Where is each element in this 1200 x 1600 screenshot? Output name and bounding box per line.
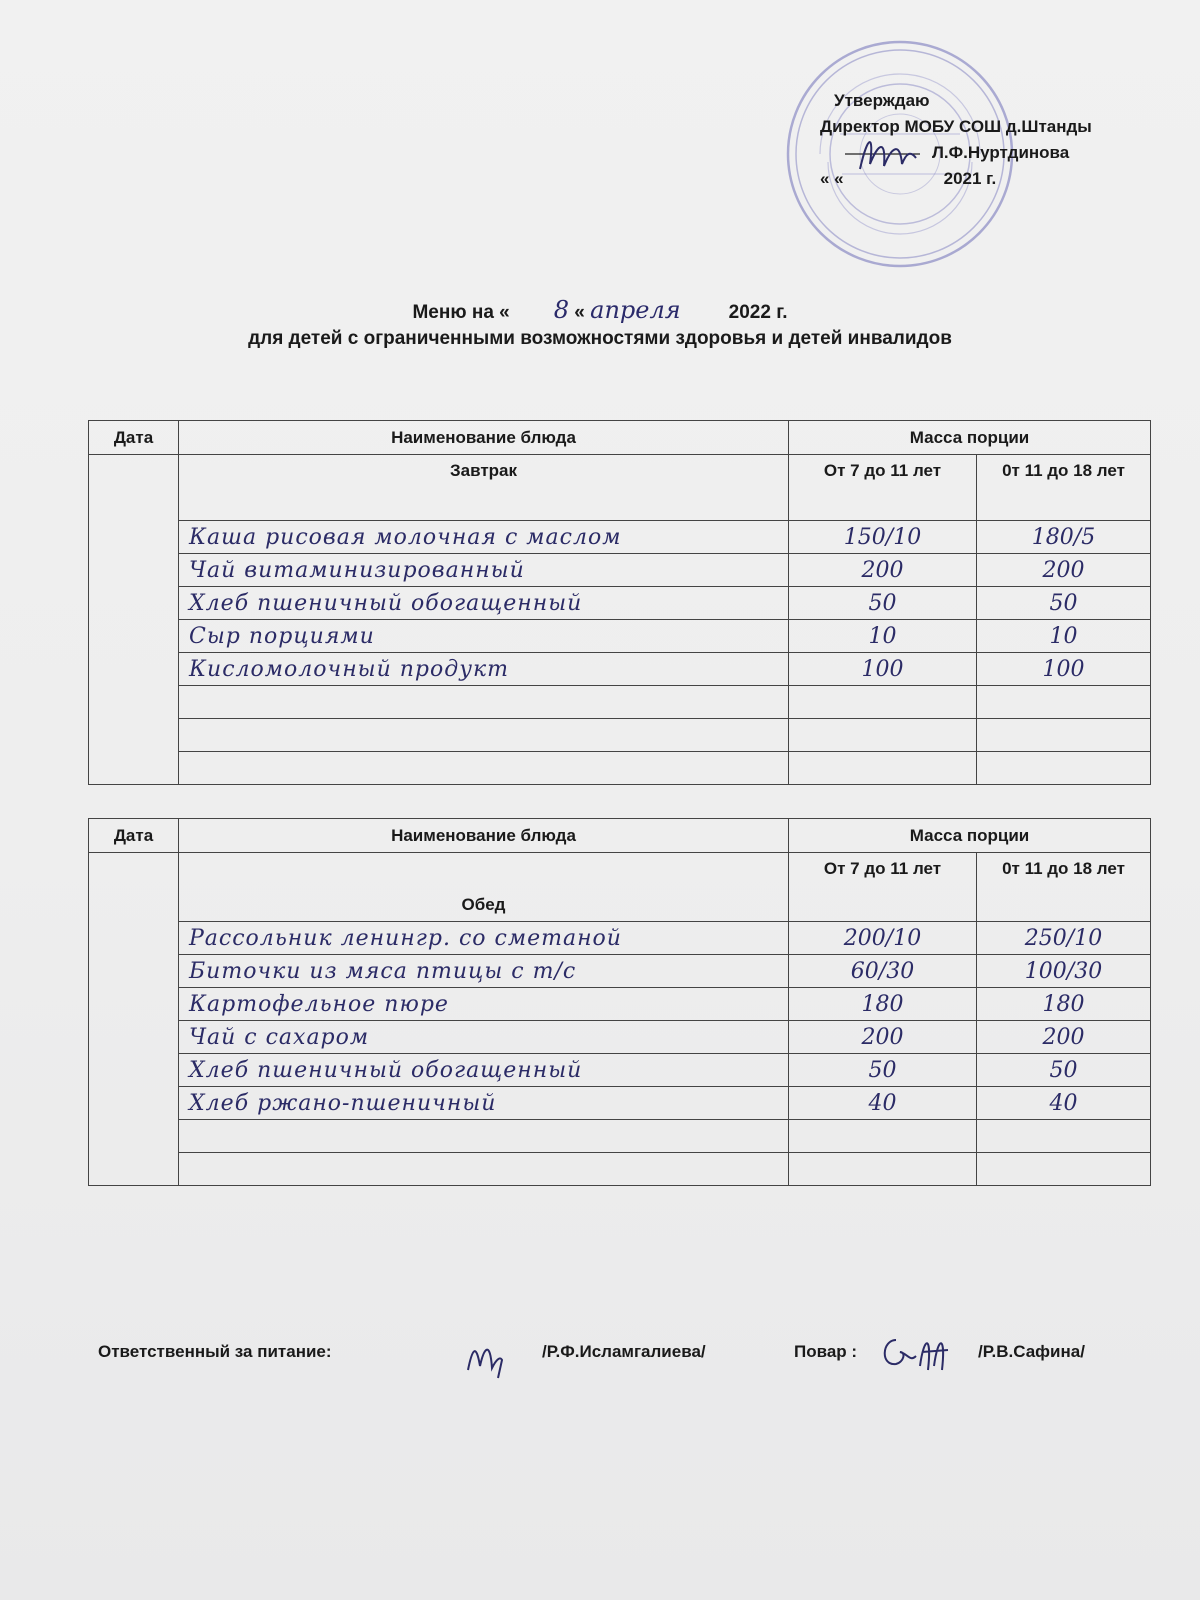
portion-11-18: 10 (977, 620, 1151, 653)
table-row (89, 620, 1151, 653)
dish-name: Чай витаминизированный (179, 554, 789, 587)
table-row (89, 1021, 1151, 1054)
age-header-7-11: От 7 до 11 лет (789, 455, 977, 521)
dish-name: Сыр порциями (179, 620, 789, 653)
col-header-dish: Наименование блюда (179, 819, 789, 853)
menu-title (0, 296, 1200, 324)
approval-director-name: Л.Ф.Нуртдинова (932, 143, 1070, 162)
portion-11-18: 50 (977, 1054, 1151, 1087)
approval-date-quotes: « « (820, 169, 844, 188)
date-cell (89, 853, 179, 1186)
director-signature (840, 124, 930, 184)
table-row (89, 554, 1151, 587)
table-row (89, 955, 1151, 988)
empty-row (89, 752, 1151, 785)
signatures-footer (98, 1342, 1158, 1402)
dish-name: Картофельное пюре (179, 988, 789, 1021)
breakfast-table (88, 420, 1151, 785)
empty-row (89, 1120, 1151, 1153)
dish-name: Хлеб пшеничный обогащенный (179, 587, 789, 620)
col-header-dish: Наименование блюда (179, 421, 789, 455)
portion-7-11: 200 (789, 554, 977, 587)
portion-11-18: 100/30 (977, 955, 1151, 988)
dish-name: Каша рисовая молочная с маслом (179, 521, 789, 554)
meal-label-lunch: Обед (179, 853, 789, 922)
portion-11-18: 200 (977, 1021, 1151, 1054)
approval-title: Утверждаю (834, 91, 930, 110)
table-row (89, 653, 1151, 686)
dish-name: Биточки из мяса птицы с т/с (179, 955, 789, 988)
dish-name: Хлеб пшеничный обогащенный (179, 1054, 789, 1087)
portion-11-18: 40 (977, 1087, 1151, 1120)
dish-name: Хлеб ржано-пшеничный (179, 1087, 789, 1120)
portion-11-18: 250/10 (977, 922, 1151, 955)
empty-row (89, 719, 1151, 752)
portion-7-11: 180 (789, 988, 977, 1021)
portion-7-11: 200 (789, 1021, 977, 1054)
empty-row (89, 1153, 1151, 1186)
dish-name: Рассольник ленингр. со сметаной (179, 922, 789, 955)
portion-7-11: 150/10 (789, 521, 977, 554)
responsible-label: Ответственный за питание: (98, 1342, 332, 1361)
lunch-table (88, 818, 1151, 1186)
col-header-date: Дата (89, 421, 179, 455)
age-header-11-18: 0т 11 до 18 лет (977, 455, 1151, 521)
portion-7-11: 50 (789, 587, 977, 620)
portion-7-11: 10 (789, 620, 977, 653)
col-header-mass: Масса порции (789, 421, 1151, 455)
table-row (89, 1087, 1151, 1120)
table-row (89, 521, 1151, 554)
empty-row (89, 686, 1151, 719)
portion-7-11: 60/30 (789, 955, 977, 988)
responsible-name: /Р.Ф.Исламгалиева/ (542, 1342, 706, 1361)
dish-name: Чай с сахаром (179, 1021, 789, 1054)
portion-11-18: 100 (977, 653, 1151, 686)
portion-11-18: 50 (977, 587, 1151, 620)
dish-name: Кисломолочный продукт (179, 653, 789, 686)
age-header-7-11: От 7 до 11 лет (789, 853, 977, 922)
cook-name: /Р.В.Сафина/ (978, 1342, 1085, 1361)
portion-11-18: 200 (977, 554, 1151, 587)
table-row (89, 587, 1151, 620)
approval-position: Директор МОБУ СОШ д.Штанды (820, 117, 1092, 136)
meal-label-breakfast: Завтрак (179, 455, 789, 521)
cook-label: Повар : (794, 1342, 858, 1361)
table-row (89, 1054, 1151, 1087)
approval-year: 2021 г. (943, 169, 997, 188)
portion-11-18: 180 (977, 988, 1151, 1021)
cook-signature (876, 1326, 956, 1376)
portion-7-11: 100 (789, 653, 977, 686)
portion-7-11: 40 (789, 1087, 977, 1120)
menu-title-quote: « (574, 302, 585, 323)
menu-day: 8 (553, 296, 570, 324)
menu-title-prefix: Меню на « (412, 302, 510, 323)
portion-7-11: 200/10 (789, 922, 977, 955)
col-header-date: Дата (89, 819, 179, 853)
menu-month: апреля (590, 296, 681, 324)
table-row (89, 988, 1151, 1021)
age-header-11-18: 0т 11 до 18 лет (977, 853, 1151, 922)
table-row (89, 922, 1151, 955)
portion-7-11: 50 (789, 1054, 977, 1087)
date-cell (89, 455, 179, 785)
menu-subtitle: для детей с ограниченными возможностями здоровья и детей инвалидов (248, 328, 952, 349)
menu-year: 2022 г. (728, 302, 788, 323)
portion-11-18: 180/5 (977, 521, 1151, 554)
col-header-mass: Масса порции (789, 819, 1151, 853)
responsible-signature (462, 1330, 512, 1380)
